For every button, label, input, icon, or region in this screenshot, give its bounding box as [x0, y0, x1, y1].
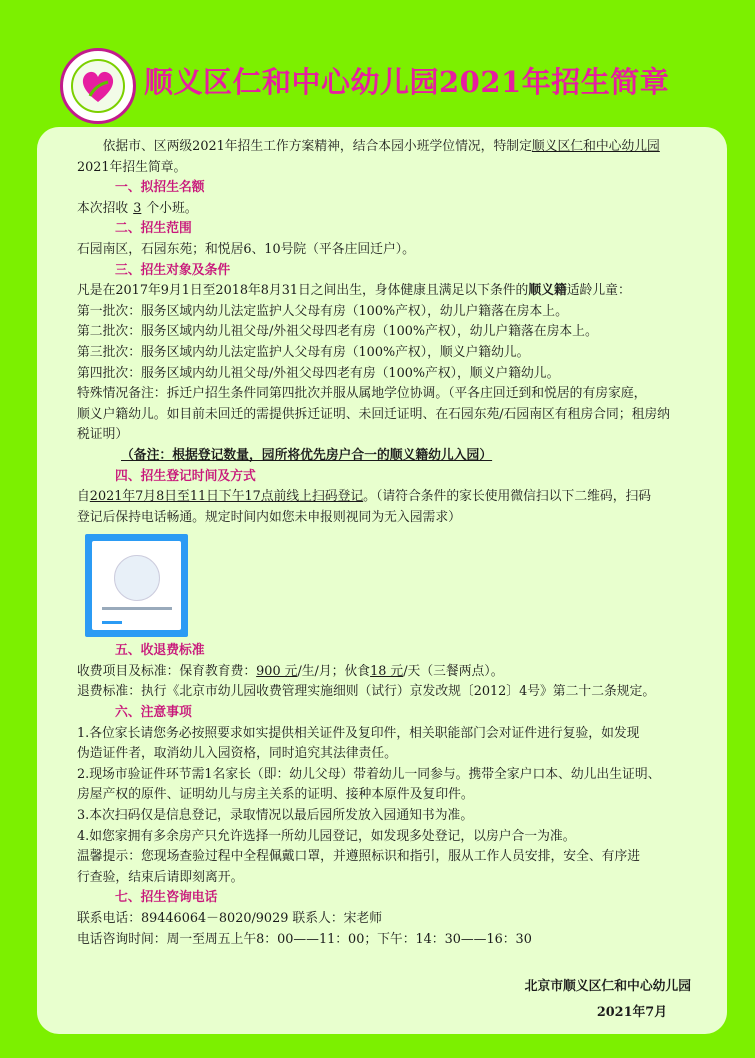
section-3-heading: 三、招生对象及条件 [115, 262, 231, 278]
intro-line-1: 依据市、区两级2021年招生工作方案精神，结合本园小班学位情况，特制定顺义区仁和中心幼儿园 [102, 139, 660, 154]
contact-hours: 电话咨询时间：周一至周五上午8：00——11：00；下午：14：30——16：30 [77, 931, 532, 947]
tip-b: 行查验，结束后请即刻离开。 [77, 869, 244, 885]
section-4-heading: 四、招生登记时间及方式 [115, 468, 256, 484]
special-line-3: 税证明） [77, 427, 129, 443]
notice-1a: 1.各位家长请您务必按照要求如实提供相关证件及复印件，相关职能部门会对证件进行复验，如发现 [77, 725, 640, 741]
content-panel [37, 127, 727, 1034]
register-line-1: 自2021年7月8日至11日下午17点前线上扫码登记。（请符合条件的家长使用微信扫以下二维码，扫码 [77, 489, 652, 505]
section-1-text: 本次招收 3 个小班。 [77, 200, 198, 216]
special-line-2: 顺义户籍幼儿。如目前未回迁的需提供拆迁证明、未回迁证明、在石园东苑/石园南区有租房合同；租房纳 [77, 406, 670, 422]
intro-school-name: 顺义区仁和中心幼儿园 [531, 139, 660, 154]
page-title: 顺义区仁和中心幼儿园2021年招生简章 [144, 65, 670, 99]
batch-2: 第二批次：服务区域内幼儿祖父母/外祖父母四老有房（100%产权），幼儿户籍落在房本上。 [77, 324, 598, 340]
section-1-heading: 一、拟招生名额 [115, 180, 205, 196]
footer-date: 2021年7月 [596, 1005, 667, 1020]
kindergarten-logo-icon [60, 48, 136, 124]
batch-3: 第三批次：服务区域内幼儿法定监护人父母有房（100%产权），顺义户籍幼儿。 [77, 344, 530, 360]
tip-a: 温馨提示：您现场查验过程中全程佩戴口罩，并遵照标识和指引，服从工作人员安排，安全、有序进 [77, 849, 641, 865]
refund-line: 退费标准：执行《北京市幼儿园收费管理实施细则（试行）京发改规〔2012〕4号》第二十二条规定。 [77, 684, 656, 700]
section-2-heading: 二、招生范围 [115, 221, 192, 237]
registration-qr-code[interactable] [85, 534, 188, 637]
intro-line-2: 2021年招生简章。 [77, 159, 187, 175]
section-6-heading: 六、注意事项 [115, 705, 192, 721]
special-line-1: 特殊情况备注：拆迁户招生条件同第四批次并服从属地学位协调。（平各庄回迁到和悦居的有房家庭， [77, 386, 647, 402]
footer-org: 北京市顺义区仁和中心幼儿园 [524, 979, 691, 994]
register-line-2: 登记后保持电话畅通。规定时间内如您未申报则视同为无入园需求） [77, 509, 461, 525]
notice-1b: 伪造证件者，取消幼儿入园资格，同时追究其法律责任。 [77, 746, 397, 762]
condition-line: 凡是在2017年9月1日至2018年8月31日之间出生，身体健康且满足以下条件的顺义籍适龄儿童： [77, 283, 631, 299]
notice-3: 3.本次扫码仅是信息登记，录取情况以最后园所发放入园通知书为准。 [77, 808, 474, 824]
priority-note: （备注：根据登记数量，园所将优先房户合一的顺义籍幼儿入园） [121, 447, 493, 463]
notice-2a: 2.现场市验证件环节需1名家长（即：幼儿父母）带着幼儿一同参与。携带全家户口本、幼儿出生证明、 [77, 766, 661, 782]
batch-1: 第一批次：服务区域内幼儿法定监护人父母有房（100%产权），幼儿户籍落在房本上。 [77, 303, 568, 319]
contact-phone: 联系电话：89446064－8020/9029 联系人：宋老师 [77, 911, 383, 926]
notice-2b: 房屋产权的原件、证明幼儿与房主关系的证明、接种本原件及复印件。 [77, 787, 474, 803]
section-5-heading: 五、收退费标准 [115, 643, 205, 659]
enroll-count: 3 [133, 200, 142, 216]
section-7-heading: 七、招生咨询电话 [115, 890, 218, 906]
notice-4: 4.如您家拥有多余房产只允许选择一所幼儿园登记，如发现多处登记，以房户合一为准。 [77, 828, 576, 844]
section-2-text: 石园南区，石园东苑；和悦居6、10号院（平各庄回迁户）。 [77, 241, 415, 257]
qr-code-icon [92, 541, 181, 630]
batch-4: 第四批次：服务区域内幼儿祖父母/外祖父母四老有房（100%产权），顺义户籍幼儿。 [77, 365, 560, 381]
header [0, 0, 755, 125]
fee-line: 收费项目及标准：保育教育费：900 元/生/月；伙食18 元/天（三餐两点）。 [77, 663, 504, 679]
